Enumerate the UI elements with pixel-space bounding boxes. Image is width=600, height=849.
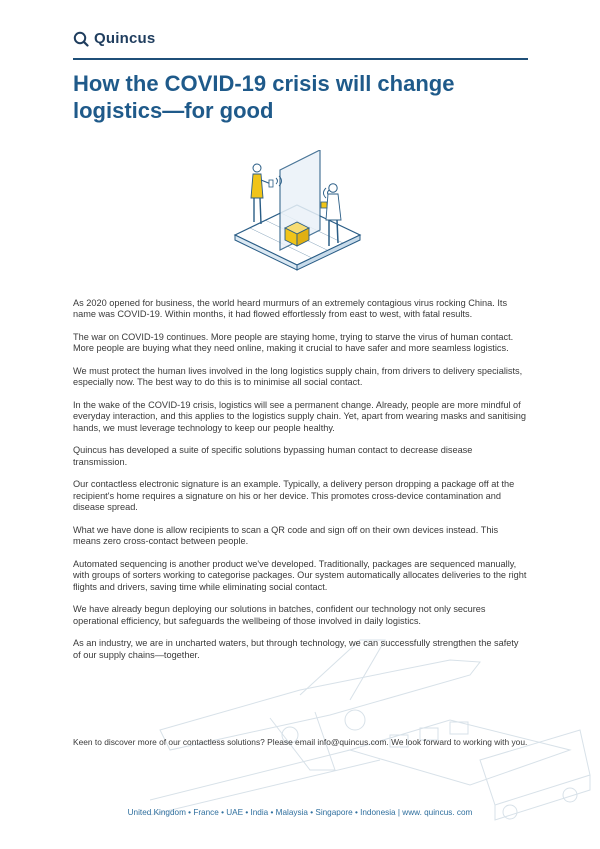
contactless-delivery-illustration (225, 150, 370, 280)
brand-header (73, 30, 528, 47)
paragraph: Quincus has developed a suite of specific solutions bypassing human contact to decrease disease transmission. (73, 445, 473, 467)
quincus-logo-icon (73, 31, 89, 47)
contact-call-to-action: Keen to discover more of our contactless solutions? Please email info@quincus.com. We look forward to working with you. (73, 737, 528, 747)
paragraph: As an industry, we are in uncharted waters, but through technology, we can successfully strengthen the safety of our supply chains—together. (73, 638, 519, 660)
paragraph: In the wake of the COVID-19 crisis, logistics will see a permanent change. Already, people are more mindful of everyday interaction, and this applies to the logistics supply chain. Yet, apart from wearing masks and sanitising hands, we must leverage technology to keep our people healthy. (73, 400, 526, 433)
paragraph: What we have done is allow recipients to scan a QR code and sign off on their own devices instead. This means zero cross-contact between people. (73, 524, 499, 547)
header-divider (73, 58, 528, 60)
footer-locations: United Kingdom • France • UAE • India • Malaysia • Singapore • Indonesia | www. quincus. com (127, 808, 473, 817)
paragraph: Our contactless electronic signature is an example. Typically, a delivery person dropping a package off at the recipient's home requires a signature on his or her device. This promotes cross-device contamination and disease spread. (73, 479, 515, 513)
paragraph: We have already begun deploying our solutions in batches, confident our technology not only secures operational efficiency, but safeguards the wellbeing of those involved in daily logistics. (73, 604, 486, 626)
page-title: How the COVID-19 crisis will change logistics—for good (73, 71, 455, 123)
brand-name: Quincus (94, 30, 156, 47)
paragraph: The war on COVID-19 continues. More people are staying home, trying to starve the virus of human contact. More people are buying what they need online, making it crucial to have safer and more seamless logistics. (73, 332, 514, 354)
paragraph: As 2020 opened for business, the world heard murmurs of an extremely contagious virus rocking China. Its name was COVID-19. Within months, it had flowed effortlessly from east to west, with fatal results. (73, 298, 508, 320)
paragraph: We must protect the human lives involved in the long logistics supply chain, from drivers to delivery specialists, especially now. The best way to do this is to minimise all social contact. (73, 366, 523, 388)
article-body (73, 298, 528, 672)
paragraph: Automated sequencing is another product we've developed. Traditionally, packages are sequenced manually, with groups of sorters working to categorise packages. Our system automatically allocates deliveries to the right flights and drivers, saving time while eliminating social contact. (73, 558, 527, 592)
